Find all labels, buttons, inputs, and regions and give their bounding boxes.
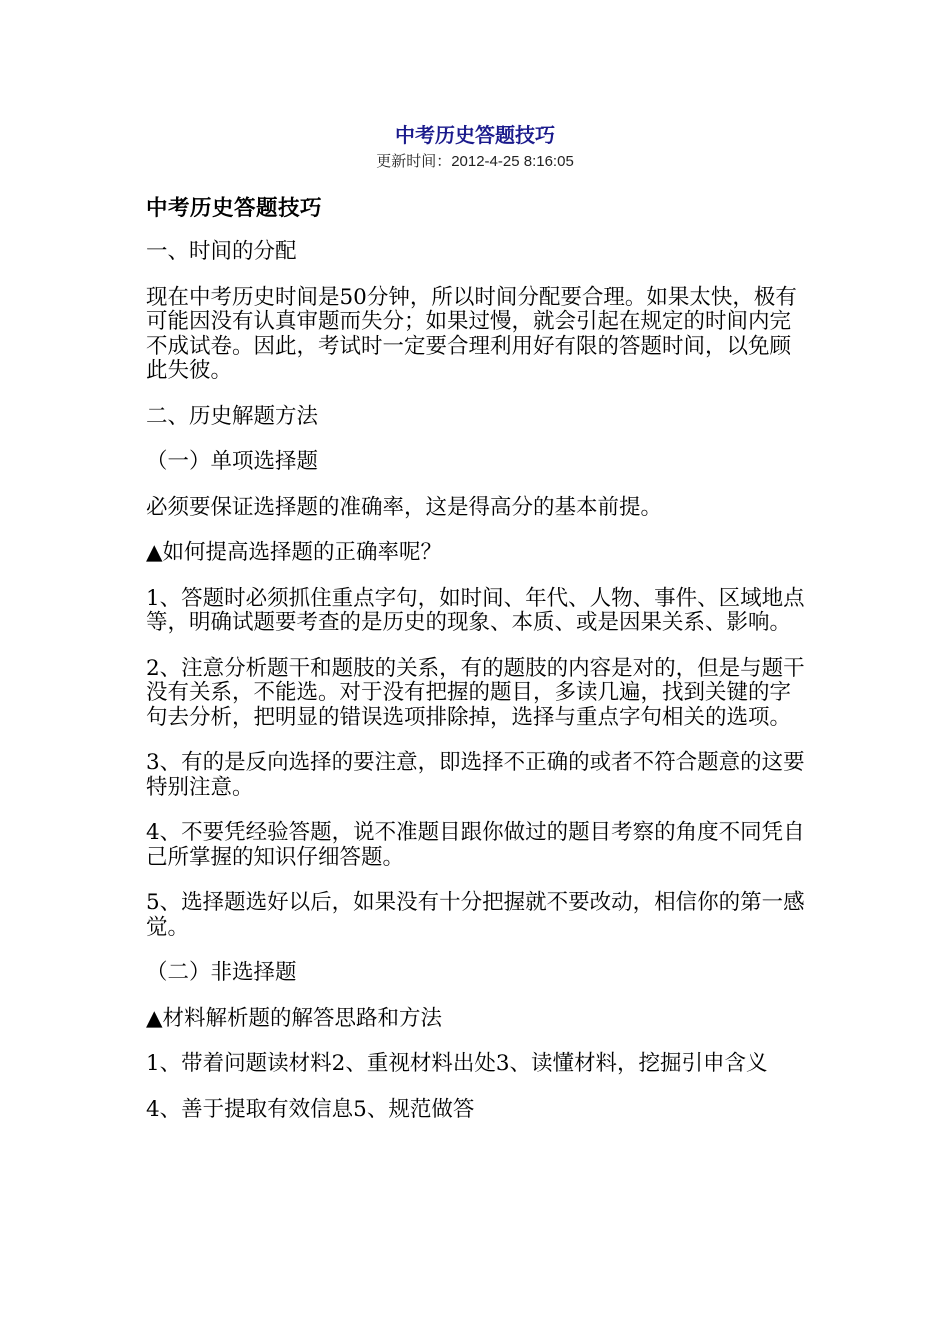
list-material-steps-2: 4、善于提取有效信息5、规范做答: [146, 1096, 475, 1122]
list-item-tip-5: 5、选择题选好以后，如果没有十分把握就不要改动，相信你的第一感觉。: [146, 890, 805, 940]
question-improve-accuracy: ▲如何提高选择题的正确率呢？: [146, 540, 443, 565]
section-heading-methods: 二、历史解题方法: [146, 403, 319, 429]
article-body: [146, 194, 810, 1143]
list-material-steps-1: 1、带着问题读材料2、重视材料出处3、读懂材料，挖掘引申含义: [146, 1051, 768, 1076]
list-item-tip-3: 3、有的是反向选择的要注意，即选择不正确的或者不符合题意的这要特别注意。: [146, 750, 805, 800]
list-item-tip-4: 4、不要凭经验答题，说不准题目跟你做过的题目考察的角度不同凭自己所掌握的知识仔细答题。: [146, 820, 805, 870]
article-heading: 中考历史答题技巧: [146, 196, 323, 221]
subsection-non-choice: （二）非选择题: [146, 960, 297, 985]
heading-material-analysis: ▲材料解析题的解答思路和方法: [146, 1005, 443, 1031]
paragraph-time-allocation: 现在中考历史时间是50分钟，所以时间分配要合理。如果太快，极有可能因没有认真审题而失分；如果过慢，就会引起在规定的时间内完不成试卷。因此，考试时一定要合理利用好有限的答题时间，以免顾此失彼。: [146, 284, 797, 383]
list-item-tip-1: 1、答题时必须抓住重点字句，如时间、年代、人物、事件、区域地点等，明确试题要考查的是历史的现象、本质、或是因果关系、影响。: [146, 585, 805, 635]
list-item-tip-2: 2、注意分析题干和题肢的关系，有的题肢的内容是对的，但是与题干没有关系，不能选。对于没有把握的题目，多读几遍，找到关键的字句去分析，把明显的错误选项排除掉，选择与重点字句相关的选项。: [146, 655, 805, 730]
paragraph-accuracy: 必须要保证选择题的准确率，这是得高分的基本前提。: [146, 494, 663, 520]
subsection-single-choice: （一）单项选择题: [146, 449, 319, 474]
section-heading-time-allocation: 一、时间的分配: [146, 239, 297, 264]
update-timestamp: 更新时间：2012-4-25 8:16:05: [376, 153, 574, 170]
document-title: 中考历史答题技巧: [395, 123, 555, 147]
